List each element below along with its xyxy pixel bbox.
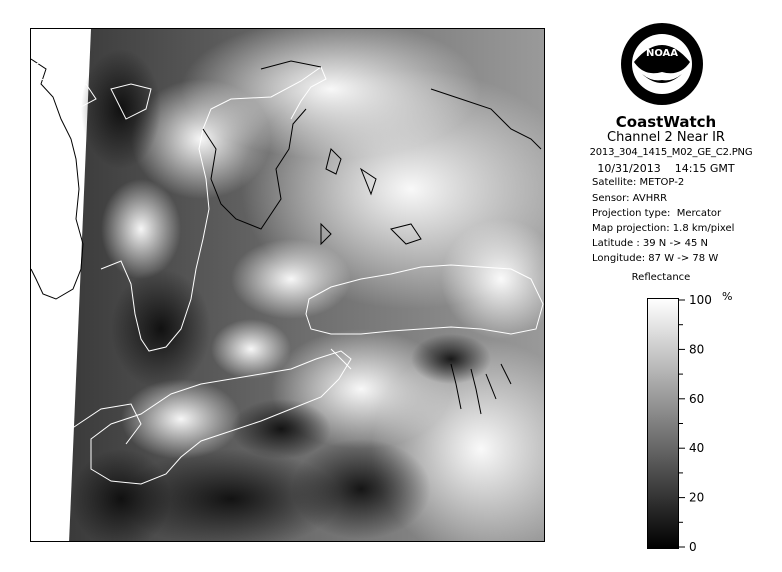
legend-title: Reflectance [631, 272, 691, 283]
sensor-label: Sensor: AVHRR [592, 193, 668, 204]
colorbar-tick-label: 40 [689, 441, 705, 456]
longitude-range-label: Longitude: 87 W -> 78 W [592, 253, 719, 264]
colorbar-tick-label: 100 [689, 293, 712, 307]
reflectance-colorbar [647, 298, 679, 549]
channel-label: Channel 2 Near IR [607, 130, 725, 145]
colorbar-tick-label: 20 [689, 490, 705, 505]
noaa-logo [620, 22, 704, 106]
product-title: CoastWatch [615, 113, 717, 131]
acquisition-datetime: 10/31/2013 14:15 GMT [597, 162, 735, 175]
svg-text:NOAA: NOAA [645, 48, 679, 59]
projection-type-label: Projection type: Mercator [592, 208, 722, 219]
colorbar-tick-label: 60 [689, 391, 705, 406]
latitude-range-label: Latitude : 39 N -> 45 N [592, 238, 708, 249]
satellite-label: Satellite: METOP-2 [592, 177, 685, 188]
satellite-image-map [30, 28, 545, 542]
colorbar-tick-label: 80 [689, 342, 705, 357]
image-filename: 2013_304_1415_M02_GE_C2.PNG [589, 147, 753, 158]
legend-unit: % [722, 290, 733, 303]
map-projection-label: Map projection: 1.8 km/pixel [592, 223, 735, 234]
colorbar-tick-label: 0 [689, 540, 697, 554]
satellite-image-svg [31, 29, 545, 542]
noaa-logo-svg [620, 22, 704, 106]
